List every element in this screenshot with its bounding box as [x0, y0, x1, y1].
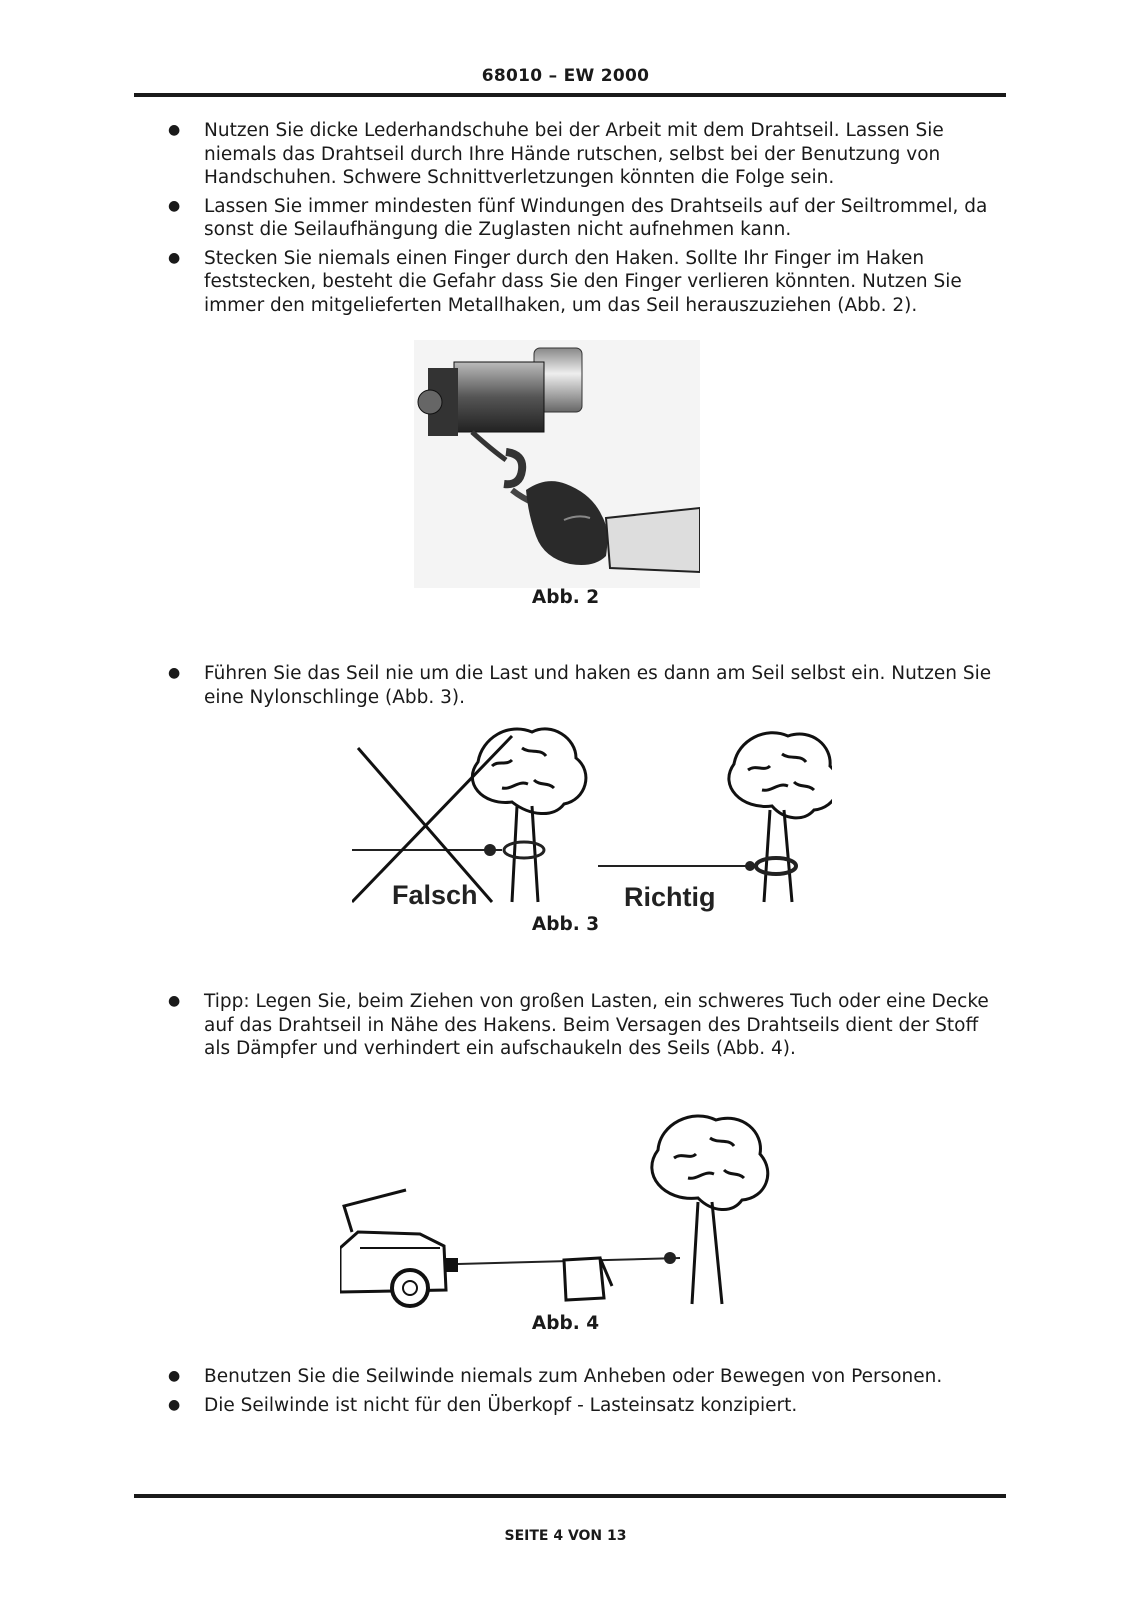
- tree-icon: [729, 733, 832, 902]
- label-falsch: Falsch: [392, 880, 478, 910]
- list-item: ● Führen Sie das Seil nie um die Last und haken es dann am Seil selbst ein. Nutzen Sie eine Nylonschlinge (Abb. 3).: [0, 662, 1004, 709]
- footer-rule: [134, 1494, 1006, 1498]
- page-number: SEITE 4 VON 13: [504, 1528, 627, 1544]
- page-header-title: 68010 – EW 2000: [481, 66, 650, 86]
- car-icon: [340, 1190, 458, 1306]
- bullet-list-3: [0, 990, 1004, 1066]
- figure-3-caption: Abb. 3: [531, 914, 600, 935]
- figure-2-caption: Abb. 2: [531, 587, 600, 608]
- figure-3-rigging-illustration: [352, 726, 832, 916]
- header-rule: [134, 93, 1006, 97]
- label-richtig: Richtig: [624, 882, 716, 912]
- bullet-list-2: [0, 662, 1004, 714]
- list-item: ● Nutzen Sie dicke Lederhandschuhe bei der Arbeit mit dem Drahtseil. Lassen Sie niemals das Drahtseil durch Ihre Hände rutschen, selbst bei der Benutzung von Handschuhen. Schwere Schnittverletzungen könnten die Folge sein.: [0, 119, 1004, 190]
- list-item: ● Stecken Sie niemals einen Finger durch den Haken. Sollte Ihr Finger im Haken feststecken, besteht die Gefahr dass Sie den Finger verlieren könnten. Nutzen Sie immer den mitgelieferten Metallhaken, um das Seil herauszuziehen (Abb. 2).: [0, 247, 1004, 318]
- figure-4-caption: Abb. 4: [531, 1313, 600, 1334]
- figure-2-winch-glove-illustration: [414, 340, 700, 588]
- list-item: ● Tipp: Legen Sie, beim Ziehen von großen Lasten, ein schweres Tuch oder eine Decke auf das Drahtseil in Nähe des Hakens. Beim Versagen des Drahtseils dient der Stoff als Dämpfer und verhindert ein aufschaukeln des Seils (Abb. 4).: [0, 990, 1004, 1061]
- list-item: ● Benutzen Sie die Seilwinde niemals zum Anheben oder Bewegen von Personen.: [0, 1365, 1004, 1389]
- tree-icon: [652, 1116, 768, 1304]
- tree-icon: [472, 729, 586, 902]
- list-item: ● Die Seilwinde ist nicht für den Überkopf - Lasteinsatz konzipiert.: [0, 1394, 1004, 1418]
- figure-4-towing-illustration: [340, 1108, 770, 1316]
- bullet-list-4: [0, 1365, 1004, 1422]
- bullet-list-1: [0, 119, 1004, 322]
- list-item: ● Lassen Sie immer mindesten fünf Windungen des Drahtseils auf der Seiltrommel, da sonst die Seilaufhängung die Zuglasten nicht aufnehmen kann.: [0, 195, 1004, 242]
